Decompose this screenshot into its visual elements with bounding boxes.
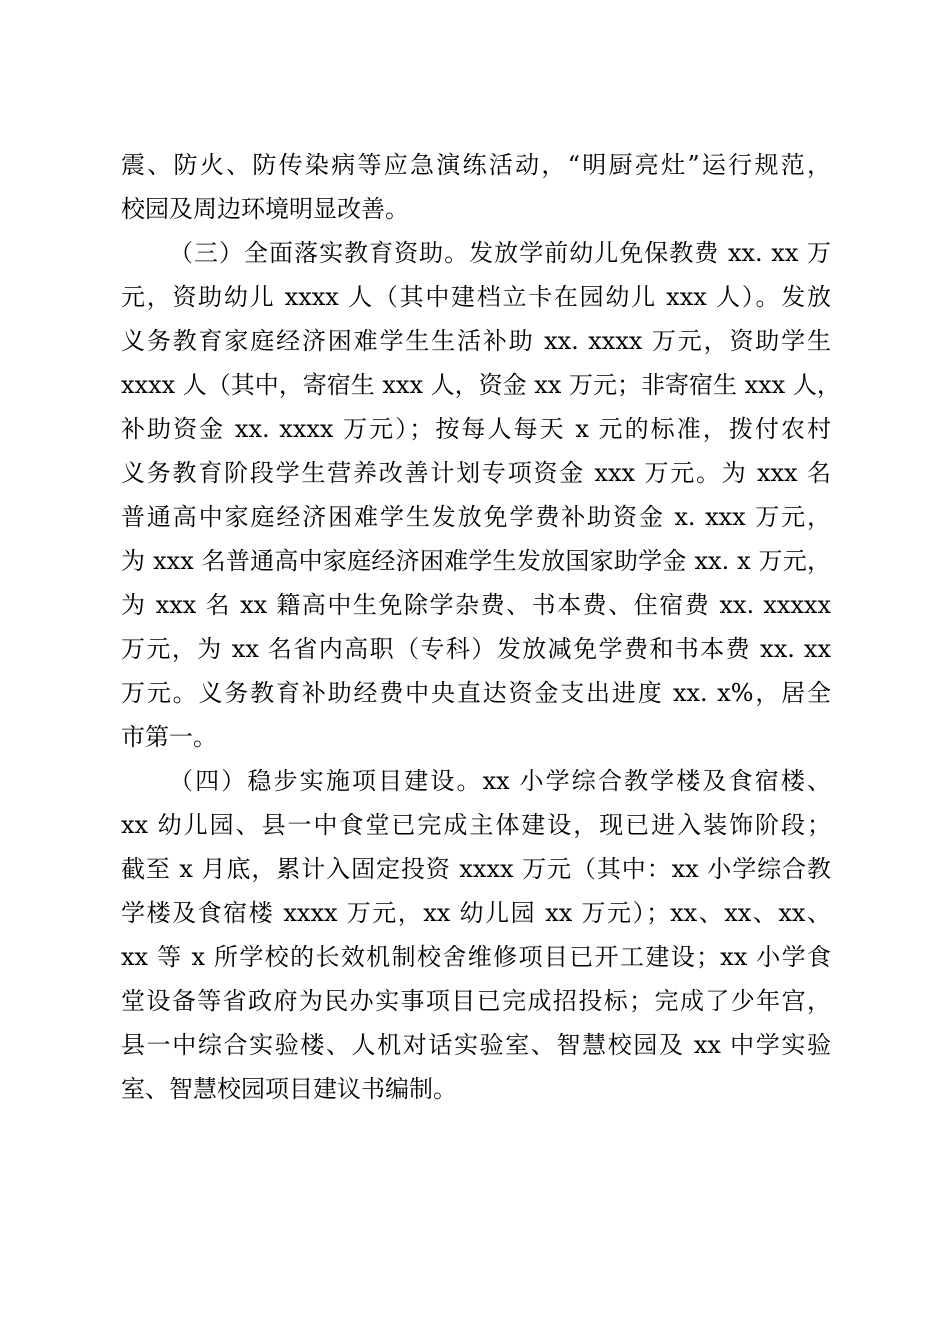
text-line: 义务教育阶段学生营养改善计划专项资金 xxx 万元。为 xxx 名 (121, 459, 831, 487)
document-page (121, 143, 841, 1111)
text-line: 学楼及食宿楼 xxxx 万元，xx 幼儿园 xx 万元）；xx、xx、xx、 (121, 899, 831, 927)
text-line: xx 等 x 所学校的长效机制校舍维修项目已开工建设；xx 小学食 (121, 943, 831, 971)
text-line: 万元，为 xx 名省内高职（专科）发放减免学费和书本费 xx. xx (121, 635, 831, 663)
text-line: 室、智慧校园项目建议书编制。 (121, 1075, 457, 1103)
text-line: 截至 x 月底，累计入固定投资 xxxx 万元（其中：xx 小学综合教 (121, 855, 831, 883)
text-line: 市第一。 (121, 723, 217, 751)
text-line: 义务教育家庭经济困难学生生活补助 xx. xxxx 万元，资助学生 (121, 327, 831, 355)
paragraph-project-construction (121, 759, 831, 1111)
text-line: （三）全面落实教育资助。发放学前幼儿免保教费 xx. xx 万 (169, 239, 831, 267)
text-line: （四）稳步实施项目建设。xx 小学综合教学楼及食宿楼、 (169, 767, 831, 795)
text-line: 堂设备等省政府为民办实事项目已完成招投标；完成了少年宫， (121, 987, 831, 1015)
text-line: xx 幼儿园、县一中食堂已完成主体建设，现已进入装饰阶段； (121, 811, 831, 839)
text-line: 补助资金 xx. xxxx 万元）；按每人每天 x 元的标准，拨付农村 (121, 415, 831, 443)
text-line: 为 xxx 名普通高中家庭经济困难学生发放国家助学金 xx. x 万元， (121, 547, 831, 575)
text-line: 普通高中家庭经济困难学生发放免学费补助资金 x. xxx 万元， (121, 503, 831, 531)
text-line: 县一中综合实验楼、人机对话实验室、智慧校园及 xx 中学实验 (121, 1031, 831, 1059)
text-line: xxxx 人（其中，寄宿生 xxx 人，资金 xx 万元；非寄宿生 xxx 人， (121, 371, 841, 399)
paragraph-education-aid (121, 231, 841, 759)
text-line: 万元。义务教育补助经费中央直达资金支出进度 xx. x%，居全 (121, 679, 831, 707)
paragraph-safety (121, 143, 831, 231)
text-line: 元，资助幼儿 xxxx 人（其中建档立卡在园幼儿 xxx 人）。发放 (121, 283, 831, 311)
text-line: 为 xxx 名 xx 籍高中生免除学杂费、书本费、住宿费 xx. xxxxx (121, 591, 831, 619)
text-line: 震、防火、防传染病等应急演练活动，“明厨亮灶”运行规范， (121, 151, 831, 179)
text-line: 校园及周边环境明显改善。 (121, 195, 409, 223)
